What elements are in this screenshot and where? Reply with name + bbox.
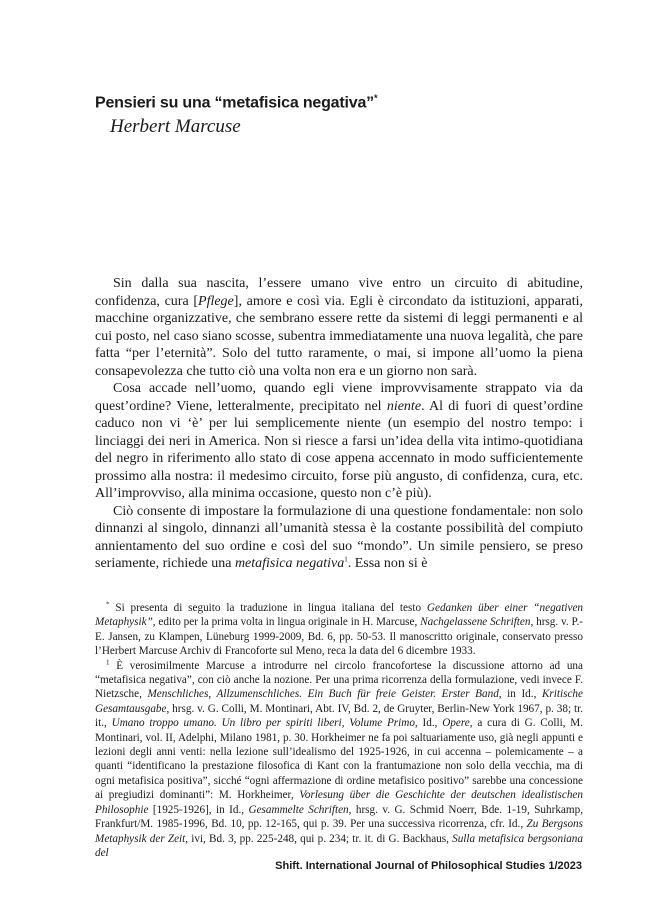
emphasis-metafisica-negativa: metafisica negativa: [234, 556, 345, 571]
emphasis-niente: niente: [386, 398, 422, 414]
paragraph-2: Cosa accade nell’uomo, quando egli viene improvvisamente strappato via da quest’ordine? Viene, letteralmente, precipitato nel niente. Al di fuori di quest’ordine caduco non vi ‘è’ per lui semplicemente niente (un esempio del nostro tempo: i linciaggi dei neri in America. Non si riesce a farsi un’idea della vita intimo-quotidiana del negro in riferimento allo stato di cose appena accennato in modo sufficientemente prossimo alla nostra: il medesimo circuito, forse più angusto, di confidenza, cura, etc. All’improvviso, alla minima occasione, questo non c’è più).: [95, 381, 584, 501]
paragraph-3: Ciò consente di impostare la formulazione di una questione fondamentale: non solo dinnanzi al singolo, dinnanzi all’umanità stessa è la costante possibilità del compiuto annientamento del suo ordine e così del suo “mondo”. Un simile pensiero, se preso seriamente, richiede una metafisica negativa$^1$. Essa non si è: [95, 503, 583, 571]
article-title: [95, 93, 377, 112]
footnote-star-mark: *: [106, 600, 110, 609]
journal-footer: Shift. International Journal of Philosophical Studies 1/2023: [275, 860, 582, 872]
title-footnote-mark: *: [373, 93, 378, 103]
footnote-star: * Si presenta di seguito la traduzione in lingua italiana del testo Gedanken über einer “negativen Metaphysik”, edito per la prima volta in lingua originale in H. Marcuse, Nachgelassene Schriften, hrsg. v. P.-E. Jansen, zu Klampen, Lüneburg 1999-2009, Bd. 6, pp. 50-53. Il manoscritto originale, conservato presso l’Herbert Marcuse Archiv di Francoforte sul Meno, reca la data del 6 dicembre 1933.: [95, 600, 584, 658]
paragraph-1: Sin dalla sua nascita, l’essere umano vive entro un circuito di abitudine, confidenza, cura [Pflege], amore e così via. Egli è circondato da istituzioni, apparati, macchine organizzative, che sembrano essere rette da sistemi di leggi permanenti e al cui posto, nel caso siano scosse, subentra immediatamente una nuova legalità, che pare fatta “per l’eternità”. Solo del tutto raramente, o mai, si impone all’uomo la piena consapevolezza che tutto ciò una volta non era e un giorno non sarà.: [95, 276, 583, 379]
article-title-text: Pensieri su una “metafisica negativa”: [95, 94, 374, 112]
footnote-1-mark: 1: [106, 657, 110, 666]
footnote-1: $^1$ È verosimilmente Marcuse a introdurre nel circolo francofortese la discussione attorno ad una “metafisica negativa”, con ciò anche la nozione. Per una prima ricorrenza della formulazione, vedi invece F. Nietzsche, Menschliches, Allzumenschliches. Ein Buch für freie Geister. Erster Band, in Id., Kritische Gesamtausgabe, hrsg. v. G. Colli, M. Montinari, Abt. IV, Bd. 2, de Gruyter, Berlin-New York 1967, p. 38; tr. it., Umano troppo umano. Un libro per spiriti liberi, Volume Primo, Id., Opere, a cura di G. Colli, M. Montinari, vol. II, Adelphi, Milano 1981, p. 30. Horkheimer ne fa poi saltuariamente uso, già negli appunti e lezioni degli anni venti: nella lezione sull’idealismo del 1925-1926, in cui accenna – polemicamente – a quanti “identificano la prestazione filosofica di Kant con la frantumazione non solo della vecchia, ma di ogni metafisica positiva”, sicché “ogni affermazione di ordine metafisico positivo” sarebbe una concessione ai pregiudizi dominanti”: M. Horkheimer, Vorlesung über die Geschichte der deutschen idealistischen Philosophie [1925-1926], in Id., Gesammelte Schriften, hrsg. v. G. Schmid Noerr, Bde. 1-19, Suhrkamp, Frankfurt/M. 1985-1996, Bd. 10, pp. 12-165, qui p. 39. Per una successiva ricorrenza, cfr. Id., Zu Bergsons Metaphysik der Zeit, ivi, Bd. 3, pp. 225-248, qui p. 234; tr. it. di G. Backhaus, Sulla metafisica bergsoniana del: [95, 657, 584, 859]
footnotes: [95, 601, 583, 860]
body-text: [95, 275, 583, 573]
article-author: Herbert Marcuse: [110, 116, 241, 137]
footnote-ref-1[interactable]: 1: [344, 555, 348, 564]
emphasis-pflege: Pflege: [198, 293, 234, 309]
